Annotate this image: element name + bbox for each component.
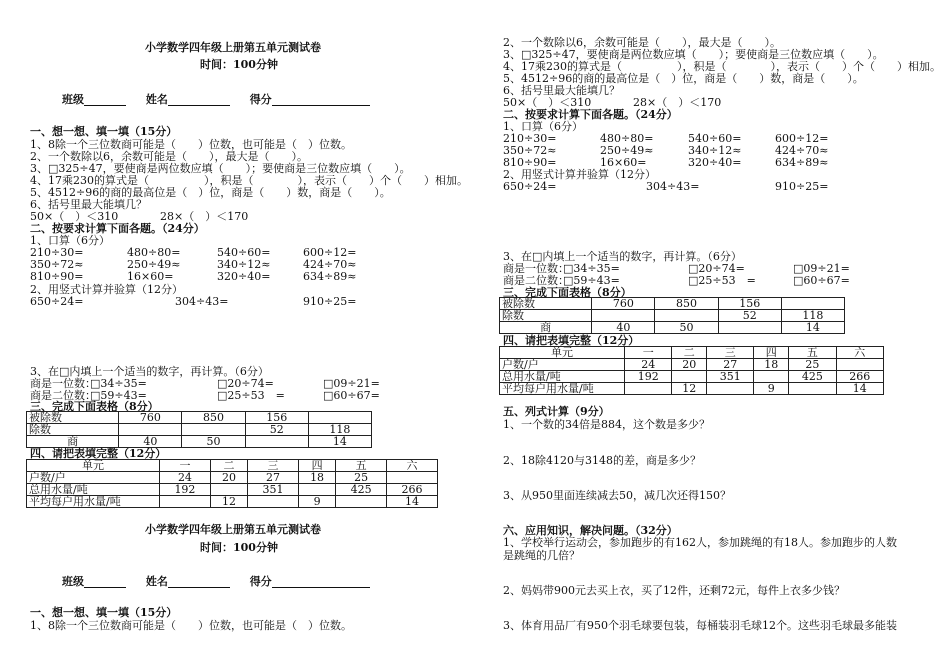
r-s1-q3: 3、□325÷47，要使商是两位数应填（ ）；要使商是三位数应填（ ）。 bbox=[503, 48, 884, 61]
table-cell: 除数 bbox=[27, 424, 119, 436]
table-header: 六 bbox=[836, 347, 883, 359]
s2-sub2: 2、用竖式计算并验算（12分） bbox=[30, 283, 183, 296]
table-header: 一 bbox=[160, 460, 211, 472]
oral-item: 810÷90= bbox=[30, 270, 84, 283]
r-water-table bbox=[499, 346, 884, 395]
s3-item: □20÷74= bbox=[217, 377, 274, 390]
r-s3-row2-label: 商是二位数： bbox=[503, 274, 569, 287]
table-cell[interactable] bbox=[298, 484, 335, 496]
s3-item: □59÷43= bbox=[563, 274, 620, 287]
table-header: 一 bbox=[625, 347, 672, 359]
table-cell: 27 bbox=[707, 359, 754, 371]
table-cell: 9 bbox=[298, 496, 335, 508]
r-s2-sub2: 2、用竖式计算并验算（12分） bbox=[503, 168, 656, 181]
table-cell: 20 bbox=[210, 472, 247, 484]
s6-q1b: 是跳绳的几倍？ bbox=[503, 549, 580, 562]
table-cell: 192 bbox=[625, 371, 672, 383]
table-cell: 平均每户用水量/吨 bbox=[27, 496, 160, 508]
oral-item: 250÷49≈ bbox=[127, 258, 181, 271]
oral-item: 634÷89≈ bbox=[303, 270, 357, 283]
table-cell[interactable] bbox=[707, 383, 754, 395]
exam-time-repeat: 时间：100分钟 bbox=[200, 541, 278, 554]
s5-q1: 1、一个数的34倍是884，这个数是多少？ bbox=[503, 418, 710, 431]
section6-heading: 六、应用知识，解决问题。（32分） bbox=[503, 524, 678, 537]
water-table bbox=[26, 459, 438, 508]
oral-item: 210÷30= bbox=[503, 132, 557, 145]
table-cell: 商 bbox=[27, 436, 119, 448]
oral-item: 480÷80= bbox=[127, 246, 181, 259]
r-section3-heading: 三、完成下面表格（8分） bbox=[503, 286, 632, 299]
table-cell: 850 bbox=[655, 298, 718, 310]
s3-row2-label: 商是二位数： bbox=[30, 389, 96, 402]
r-division-table bbox=[499, 297, 845, 334]
table-cell: 266 bbox=[836, 371, 883, 383]
vertical-item: 650÷24= bbox=[503, 180, 557, 193]
table-cell: 平均每户用水量/吨 bbox=[500, 383, 625, 395]
section1-heading: 一、想一想、填一填（15分） bbox=[30, 125, 178, 138]
oral-item: 350÷72≈ bbox=[503, 144, 557, 157]
table-cell[interactable] bbox=[592, 310, 655, 322]
table-cell: 760 bbox=[592, 298, 655, 310]
table-header: 二 bbox=[210, 460, 247, 472]
s3-row1-label: 商是一位数： bbox=[30, 377, 96, 390]
r-s1-q6b: 28×（ ）＜170 bbox=[633, 96, 722, 109]
table-cell: 156 bbox=[718, 298, 781, 310]
table-cell: 25 bbox=[336, 472, 387, 484]
s3-item: □60÷67= bbox=[323, 389, 380, 402]
table-cell[interactable] bbox=[781, 298, 844, 310]
s3-intro: 3、在□内填上一个适当的数字，再计算。（6分） bbox=[30, 365, 269, 378]
vertical-item: 910÷25= bbox=[303, 295, 357, 308]
s3-item: □25÷53 = bbox=[217, 389, 285, 402]
table-header: 单元 bbox=[500, 347, 625, 359]
table-cell: 24 bbox=[160, 472, 211, 484]
section3-heading: 三、完成下面表格（8分） bbox=[30, 400, 159, 413]
section1-heading-repeat: 一、想一想、填一填（15分） bbox=[30, 606, 178, 619]
score-blank[interactable] bbox=[272, 94, 370, 106]
table-cell: 户数/户 bbox=[27, 472, 160, 484]
table-cell: 被除数 bbox=[500, 298, 592, 310]
section2-heading: 二、按要求计算下面各题。（24分） bbox=[30, 222, 205, 235]
table-cell: 20 bbox=[672, 359, 707, 371]
s3-item: □20÷74= bbox=[688, 262, 745, 275]
r-s3-intro: 3、在□内填上一个适当的数字，再计算。（6分） bbox=[503, 250, 742, 263]
oral-item: 540÷60= bbox=[688, 132, 742, 145]
s3-item: □59÷43= bbox=[90, 389, 147, 402]
table-cell: 351 bbox=[248, 484, 299, 496]
r-s3-row1-label: 商是一位数： bbox=[503, 262, 569, 275]
table-cell: 192 bbox=[160, 484, 211, 496]
table-cell[interactable] bbox=[789, 383, 836, 395]
table-cell[interactable] bbox=[210, 484, 247, 496]
table-cell: 50 bbox=[182, 436, 245, 448]
r-s1-q6a: 50×（ ）＜310 bbox=[503, 96, 592, 109]
table-header: 五 bbox=[336, 460, 387, 472]
table-cell: 12 bbox=[210, 496, 247, 508]
s1-q4: 4、17乘230的算式是（ ），积是（ ），表示（ ）个（ ）相加。 bbox=[30, 174, 468, 187]
table-cell: 14 bbox=[781, 322, 844, 334]
table-header: 三 bbox=[707, 347, 754, 359]
name-blank[interactable] bbox=[168, 94, 230, 106]
s2-sub1: 1、口算（6分） bbox=[30, 234, 110, 247]
vertical-item: 304÷43= bbox=[646, 180, 700, 193]
table-cell: 总用水量/吨 bbox=[27, 484, 160, 496]
table-header: 二 bbox=[672, 347, 707, 359]
division-table bbox=[26, 411, 372, 448]
oral-item: 340÷12≈ bbox=[217, 258, 271, 271]
class-blank[interactable] bbox=[84, 94, 126, 106]
table-cell[interactable] bbox=[387, 472, 438, 484]
s1-q3: 3、□325÷47，要使商是两位数应填（ ）；要使商是三位数应填（ ）。 bbox=[30, 162, 411, 175]
table-cell[interactable] bbox=[718, 322, 781, 334]
oral-item: 634÷89≈ bbox=[775, 156, 829, 169]
table-cell: 52 bbox=[245, 424, 308, 436]
table-cell: 266 bbox=[387, 484, 438, 496]
s3-item: □25÷53 = bbox=[688, 274, 756, 287]
table-header: 五 bbox=[789, 347, 836, 359]
table-header: 六 bbox=[387, 460, 438, 472]
table-cell: 18 bbox=[754, 359, 789, 371]
exam-time: 时间：100分钟 bbox=[200, 58, 278, 71]
table-cell[interactable] bbox=[182, 424, 245, 436]
class-blank[interactable] bbox=[84, 576, 126, 588]
table-cell[interactable] bbox=[245, 436, 308, 448]
table-header: 四 bbox=[754, 347, 789, 359]
oral-item: 424÷70≈ bbox=[303, 258, 357, 271]
table-cell: 425 bbox=[789, 371, 836, 383]
s5-q3: 3、从950里面连续减去50，减几次还得150？ bbox=[503, 489, 731, 502]
table-cell: 40 bbox=[592, 322, 655, 334]
oral-item: 810÷90= bbox=[503, 156, 557, 169]
oral-item: 600÷12= bbox=[775, 132, 829, 145]
s5-q2: 2、18除4120与3148的差，商是多少？ bbox=[503, 454, 701, 467]
table-cell: 40 bbox=[119, 436, 182, 448]
table-cell: 商 bbox=[500, 322, 592, 334]
table-cell: 14 bbox=[387, 496, 438, 508]
s3-item: □09÷21= bbox=[793, 262, 850, 275]
r-s1-q2: 2、一个数除以6，余数可能是（ ），最大是（ ）。 bbox=[503, 36, 781, 49]
table-header: 三 bbox=[248, 460, 299, 472]
oral-item: 16×60= bbox=[600, 156, 647, 169]
table-cell: 760 bbox=[119, 412, 182, 424]
table-cell: 14 bbox=[308, 436, 371, 448]
oral-item: 540÷60= bbox=[217, 246, 271, 259]
oral-item: 210÷30= bbox=[30, 246, 84, 259]
s3-item: □34÷35= bbox=[563, 262, 620, 275]
info-line-repeat bbox=[62, 575, 370, 588]
table-cell: 户数/户 bbox=[500, 359, 625, 371]
oral-item: 16×60= bbox=[127, 270, 174, 283]
table-cell[interactable] bbox=[672, 371, 707, 383]
table-cell[interactable] bbox=[625, 383, 672, 395]
s3-item: □09÷21= bbox=[323, 377, 380, 390]
r-s1-q5: 5、4512÷96的商的最高位是（ ）位，商是（ ）数，商是（ ）。 bbox=[503, 72, 864, 85]
class-label: 班级 bbox=[62, 93, 84, 106]
table-cell[interactable] bbox=[754, 371, 789, 383]
table-cell[interactable] bbox=[336, 496, 387, 508]
table-cell: 14 bbox=[836, 383, 883, 395]
s3-item: □34÷35= bbox=[90, 377, 147, 390]
s3-item: □60÷67= bbox=[793, 274, 850, 287]
s1-q1: 1、8除一个三位数商可能是（ ）位数，也可能是（ ）位数。 bbox=[30, 138, 352, 151]
s1-q1-repeat: 1、8除一个三位数商可能是（ ）位数，也可能是（ ）位数。 bbox=[30, 619, 352, 632]
table-header: 单元 bbox=[27, 460, 160, 472]
vertical-item: 910÷25= bbox=[775, 180, 829, 193]
page-title-repeat: 小学数学四年级上册第五单元测试卷 bbox=[145, 523, 321, 536]
s6-q2: 2、妈妈带900元去买上衣，买了12件，还剩72元，每件上衣多少钱？ bbox=[503, 584, 845, 597]
s1-q6a: 50×（ ）＜310 bbox=[30, 210, 119, 223]
table-cell: 27 bbox=[248, 472, 299, 484]
score-label: 得分 bbox=[249, 93, 272, 106]
s6-q3: 3、体育用品厂有950个羽毛球要包装，每桶装羽毛球12个。这些羽毛球最多能装 bbox=[503, 619, 897, 632]
table-cell[interactable] bbox=[308, 412, 371, 424]
table-cell: 156 bbox=[245, 412, 308, 424]
table-cell: 18 bbox=[298, 472, 335, 484]
s1-q6: 6、括号里最大能填几？ bbox=[30, 198, 147, 211]
table-cell: 52 bbox=[718, 310, 781, 322]
name-label: 姓名 bbox=[145, 93, 168, 106]
table-cell[interactable] bbox=[836, 359, 883, 371]
table-cell[interactable] bbox=[119, 424, 182, 436]
table-cell: 25 bbox=[789, 359, 836, 371]
vertical-item: 650÷24= bbox=[30, 295, 84, 308]
table-cell: 被除数 bbox=[27, 412, 119, 424]
table-cell: 118 bbox=[308, 424, 371, 436]
table-cell: 118 bbox=[781, 310, 844, 322]
table-cell[interactable] bbox=[160, 496, 211, 508]
oral-item: 424÷70≈ bbox=[775, 144, 829, 157]
table-cell: 12 bbox=[672, 383, 707, 395]
oral-item: 320÷40= bbox=[688, 156, 742, 169]
name-label: 姓名 bbox=[145, 575, 168, 588]
score-blank[interactable] bbox=[272, 576, 370, 588]
section5-heading: 五、列式计算（9分） bbox=[503, 405, 610, 418]
s6-q1a: 1、学校举行运动会，参加跑步的有162人，参加跳绳的有18人。参加跑步的人数 bbox=[503, 536, 897, 549]
r-s2-sub1: 1、口算（6分） bbox=[503, 120, 583, 133]
vertical-item: 304÷43= bbox=[175, 295, 229, 308]
table-cell: 总用水量/吨 bbox=[500, 371, 625, 383]
s1-q2: 2、一个数除以6，余数可能是（ ），最大是（ ）。 bbox=[30, 150, 308, 163]
r-section2-heading: 二、按要求计算下面各题。（24分） bbox=[503, 108, 678, 121]
s1-q6b: 28×（ ）＜170 bbox=[160, 210, 249, 223]
table-cell: 除数 bbox=[500, 310, 592, 322]
oral-item: 340÷12≈ bbox=[688, 144, 742, 157]
table-header: 四 bbox=[298, 460, 335, 472]
class-label: 班级 bbox=[62, 575, 84, 588]
table-cell: 351 bbox=[707, 371, 754, 383]
oral-item: 250÷49≈ bbox=[600, 144, 654, 157]
info-line bbox=[62, 93, 370, 106]
oral-item: 320÷40= bbox=[217, 270, 271, 283]
table-cell: 24 bbox=[625, 359, 672, 371]
table-cell[interactable] bbox=[655, 310, 718, 322]
table-cell[interactable] bbox=[248, 496, 299, 508]
s1-q5: 5、4512÷96的商的最高位是（ ）位，商是（ ）数，商是（ ）。 bbox=[30, 186, 391, 199]
oral-item: 600÷12= bbox=[303, 246, 357, 259]
section4-heading: 四、请把表填完整（12分） bbox=[30, 447, 167, 460]
name-blank[interactable] bbox=[168, 576, 230, 588]
r-s1-q6: 6、括号里最大能填几？ bbox=[503, 84, 620, 97]
r-section4-heading: 四、请把表填完整（12分） bbox=[503, 334, 640, 347]
table-cell: 9 bbox=[754, 383, 789, 395]
score-label: 得分 bbox=[249, 575, 272, 588]
page-title: 小学数学四年级上册第五单元测试卷 bbox=[145, 41, 321, 54]
table-cell: 50 bbox=[655, 322, 718, 334]
oral-item: 350÷72≈ bbox=[30, 258, 84, 271]
r-s1-q4: 4、17乘230的算式是（ ），积是（ ），表示（ ）个（ ）相加。 bbox=[503, 60, 941, 73]
table-cell: 850 bbox=[182, 412, 245, 424]
oral-item: 480÷80= bbox=[600, 132, 654, 145]
table-cell: 425 bbox=[336, 484, 387, 496]
